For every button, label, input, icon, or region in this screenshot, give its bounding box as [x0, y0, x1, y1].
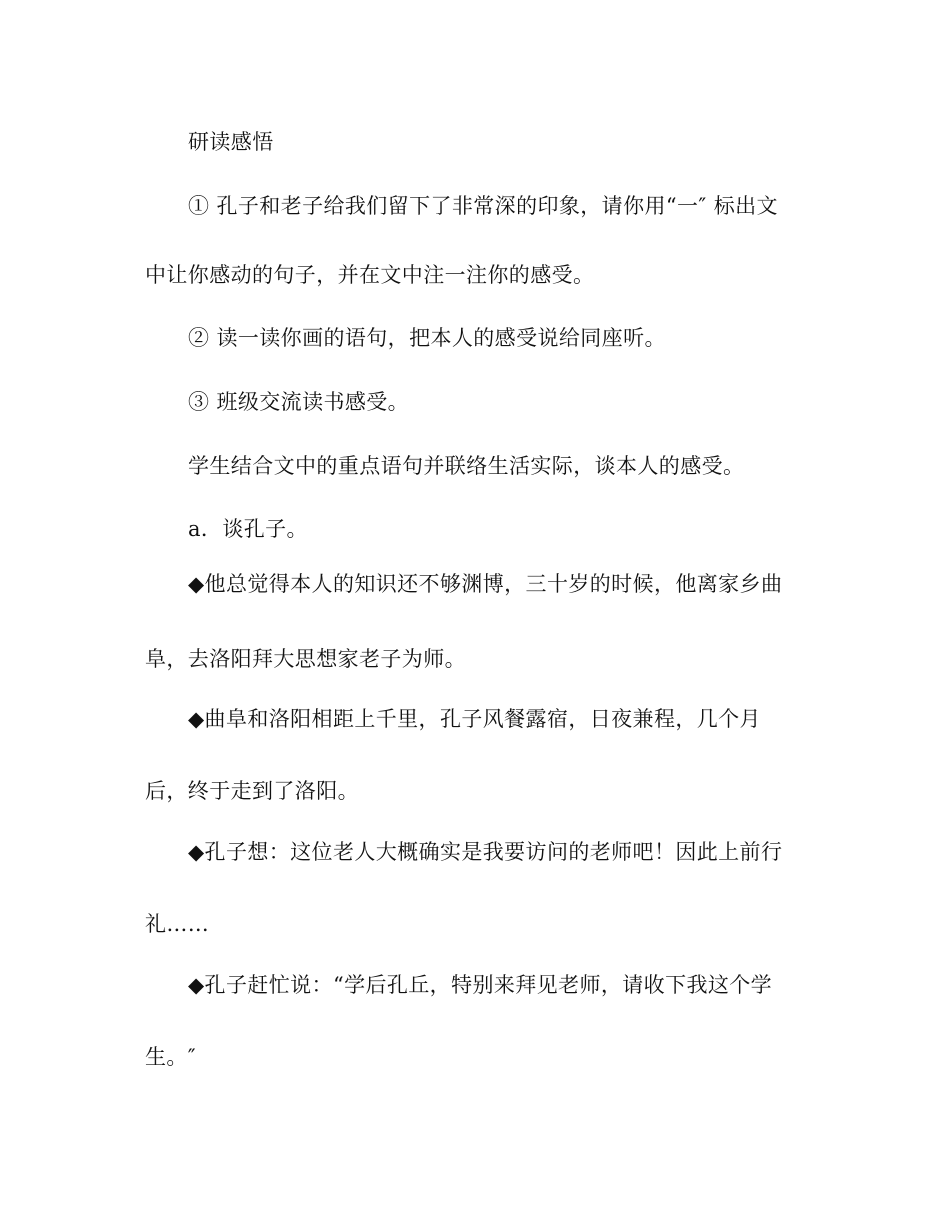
paragraph-line: a．谈孔子。	[188, 517, 308, 541]
paragraph-line: ◆他总觉得本人的知识还不够渊博，三十岁的时候，他离家乡曲	[188, 572, 783, 596]
paragraph-line: ◆孔子赶忙说：“学后孔丘，特别来拜见老师，请收下我这个学	[188, 973, 773, 997]
paragraph-line: ◆曲阜和洛阳相距上千里，孔子风餐露宿，日夜兼程，几个月	[188, 707, 761, 731]
paragraph-line: 生。″	[145, 1045, 197, 1069]
paragraph-line: 礼……	[145, 912, 210, 936]
paragraph-line: ① 孔子和老子给我们留下了非常深的印象，请你用“一″ 标出文	[188, 194, 778, 218]
paragraph-line: 学生结合文中的重点语句并联络生活实际，谈本人的感受。	[188, 454, 745, 478]
paragraph-line: 后，终于走到了洛阳。	[145, 779, 359, 803]
paragraph-line: 阜，去洛阳拜大思想家老子为师。	[145, 647, 466, 671]
paragraph-line: ③ 班级交流读书感受。	[188, 390, 410, 414]
section-heading: 研读感悟	[188, 130, 274, 154]
paragraph-line: 中让你感动的句子，并在文中注一注你的感受。	[145, 263, 595, 287]
paragraph-line: ② 读一读你画的语句，把本人的感受说给同座听。	[188, 326, 666, 350]
paragraph-line: ◆孔子想：这位老人大概确实是我要访问的老师吧！因此上前行	[188, 840, 783, 864]
